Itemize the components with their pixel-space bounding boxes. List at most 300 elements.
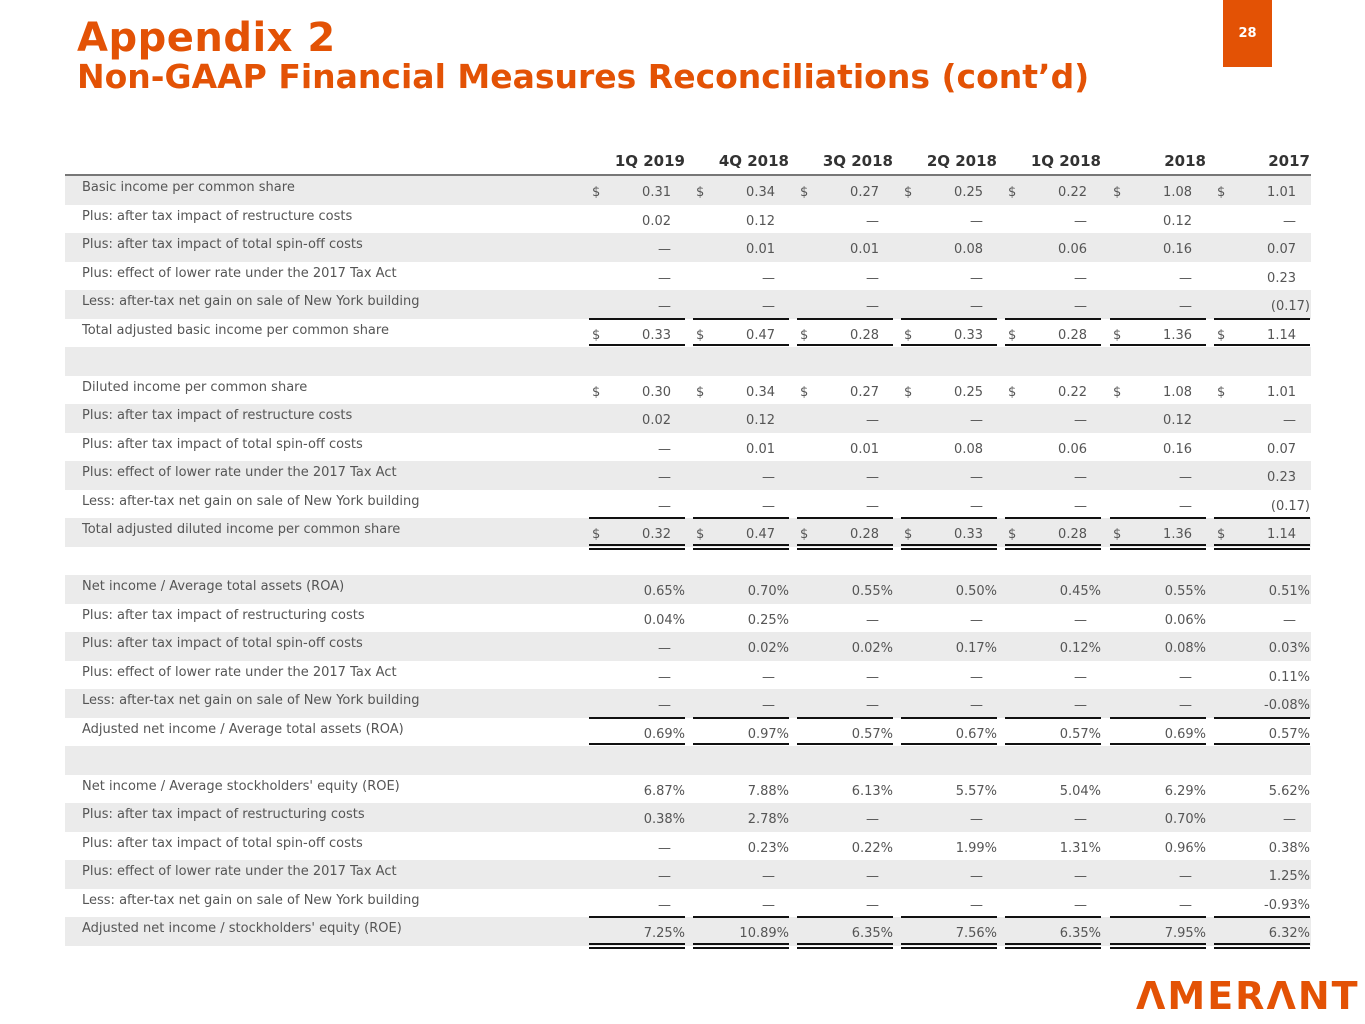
cell-value: 0.02	[642, 413, 671, 428]
total-row	[65, 518, 1311, 547]
value-cell	[589, 718, 685, 747]
page-number-badge	[1223, 0, 1272, 67]
value-cell	[901, 404, 997, 433]
value-cell	[1214, 518, 1310, 547]
value-cell	[797, 461, 893, 490]
cell-value: 6.29%	[1164, 783, 1206, 799]
cell-value: 0.27	[850, 185, 879, 200]
value-cell	[797, 632, 893, 661]
cell-value: —	[762, 470, 775, 485]
table-row	[65, 689, 1311, 718]
column-header: 2017	[1268, 152, 1310, 170]
value-cell	[693, 461, 789, 490]
value-cell	[1110, 832, 1206, 861]
value-cell	[1214, 718, 1310, 747]
cell-value: 1.25%	[1268, 869, 1310, 884]
cell-value: —	[970, 413, 983, 428]
value-cell	[589, 860, 685, 889]
cell-value: 0.50%	[955, 584, 997, 599]
cell-value: —	[970, 612, 983, 628]
row-label: Plus: after tax impact of total spin-off costs	[82, 436, 363, 452]
cell-value: 6.13%	[851, 783, 893, 799]
cell-value: 0.01	[850, 242, 879, 257]
cell-value: 0.22	[1058, 384, 1087, 400]
cell-value: —	[1179, 270, 1192, 286]
cell-value: 0.01	[746, 242, 775, 257]
cell-value: 0.38%	[1268, 840, 1310, 856]
value-cell	[797, 490, 893, 519]
section-spacer	[65, 746, 1311, 775]
column-header: 1Q 2019	[614, 152, 685, 170]
value-cell	[693, 917, 789, 946]
cell-value: 6.35%	[851, 926, 893, 941]
section-spacer	[65, 347, 1311, 376]
row-label: Adjusted net income / Average total assets (ROA)	[82, 721, 404, 737]
cell-value: 0.28	[850, 327, 879, 343]
value-cell	[901, 860, 997, 889]
cell-value: —	[762, 270, 775, 286]
cell-value: 0.07	[1267, 441, 1296, 457]
value-cell	[693, 319, 789, 348]
row-label: Plus: after tax impact of restructuring costs	[82, 807, 365, 822]
cell-value: —	[1074, 869, 1087, 884]
value-cell	[589, 176, 685, 205]
value-cell	[901, 205, 997, 234]
value-cell	[589, 803, 685, 832]
value-cell	[589, 433, 685, 462]
value-cell	[797, 205, 893, 234]
value-cell	[589, 632, 685, 661]
row-label: Plus: after tax impact of total spin-off costs	[82, 636, 363, 651]
value-cell	[589, 205, 685, 234]
currency-symbol: $	[696, 384, 705, 400]
value-cell	[1110, 661, 1206, 690]
value-cell	[1005, 632, 1101, 661]
value-cell	[797, 233, 893, 262]
cell-value: 0.17%	[955, 641, 997, 656]
table-row	[65, 832, 1311, 861]
value-cell	[1110, 718, 1206, 747]
value-cell	[1110, 233, 1206, 262]
value-cell	[693, 433, 789, 462]
cell-value: 0.28	[1058, 327, 1087, 343]
cell-value: 0.12	[1163, 213, 1192, 229]
table-row	[65, 205, 1311, 234]
value-cell	[1005, 290, 1101, 319]
value-cell	[901, 376, 997, 405]
table-row	[65, 661, 1311, 690]
cell-value: 0.01	[850, 441, 879, 457]
cell-value: —	[970, 698, 983, 713]
cell-value: 6.35%	[1059, 926, 1101, 941]
currency-symbol: $	[1217, 185, 1226, 200]
value-cell	[797, 689, 893, 718]
currency-symbol: $	[904, 527, 913, 542]
row-label: Plus: effect of lower rate under the 2017 Tax Act	[82, 864, 397, 879]
cell-value: 6.32%	[1268, 926, 1310, 941]
cell-value: 0.12	[746, 413, 775, 428]
currency-symbol: $	[904, 384, 913, 400]
value-cell	[1005, 689, 1101, 718]
column-header: 2018	[1164, 152, 1206, 170]
value-cell	[797, 376, 893, 405]
value-cell	[901, 233, 997, 262]
total-row	[65, 319, 1311, 348]
cell-value: —	[866, 413, 879, 428]
cell-value: —	[970, 897, 983, 913]
value-cell	[797, 575, 893, 604]
value-cell	[589, 661, 685, 690]
value-cell	[901, 917, 997, 946]
cell-value: 0.22	[1058, 185, 1087, 200]
row-label: Plus: effect of lower rate under the 2017 Tax Act	[82, 265, 397, 281]
value-cell	[1110, 376, 1206, 405]
value-cell	[1214, 205, 1310, 234]
cell-value: 0.03%	[1268, 641, 1310, 656]
row-label: Less: after-tax net gain on sale of New York building	[82, 294, 420, 309]
value-cell	[1005, 319, 1101, 348]
cell-value: 0.25%	[747, 612, 789, 628]
cell-value: —	[762, 869, 775, 884]
total-row	[65, 917, 1311, 946]
value-cell	[1110, 433, 1206, 462]
cell-value: 0.08	[954, 441, 983, 457]
table-row	[65, 262, 1311, 291]
cell-value: —	[866, 498, 879, 514]
cell-value: 0.57%	[1268, 726, 1310, 742]
value-cell	[589, 461, 685, 490]
cell-value: 0.65%	[643, 584, 685, 599]
value-cell	[589, 832, 685, 861]
value-cell	[1110, 518, 1206, 547]
column-header: 4Q 2018	[718, 152, 789, 170]
cell-value: 0.33	[954, 527, 983, 542]
value-cell	[1005, 404, 1101, 433]
cell-value: —	[970, 470, 983, 485]
cell-value: 0.01	[746, 441, 775, 457]
row-label: Adjusted net income / stockholders' equity (ROE)	[82, 921, 402, 936]
value-cell	[693, 233, 789, 262]
value-cell	[1110, 604, 1206, 633]
cell-value: 0.06	[1058, 242, 1087, 257]
table-row	[65, 775, 1311, 804]
cell-value: —	[762, 698, 775, 713]
cell-value: 7.25%	[643, 926, 685, 941]
value-cell	[1005, 889, 1101, 918]
cell-value: —	[1074, 413, 1087, 428]
value-cell	[901, 718, 997, 747]
value-cell	[1214, 803, 1310, 832]
cell-value: (0.17)	[1270, 498, 1310, 514]
column-header: 1Q 2018	[1030, 152, 1101, 170]
cell-value: 0.02%	[851, 641, 893, 656]
currency-symbol: $	[592, 527, 601, 542]
cell-value: -0.93%	[1264, 897, 1310, 913]
cell-value: —	[658, 698, 671, 713]
value-cell	[1005, 262, 1101, 291]
value-cell	[589, 575, 685, 604]
value-cell	[589, 262, 685, 291]
value-cell	[1005, 575, 1101, 604]
currency-symbol: $	[1217, 527, 1226, 542]
value-cell	[797, 604, 893, 633]
value-cell	[693, 803, 789, 832]
cell-value: 5.04%	[1059, 783, 1101, 799]
value-cell	[1005, 376, 1101, 405]
table-row	[65, 632, 1311, 661]
cell-value: 0.22%	[851, 840, 893, 856]
value-cell	[1214, 290, 1310, 319]
cell-value: —	[762, 498, 775, 514]
cell-value: —	[1283, 612, 1296, 628]
row-label: Plus: after tax impact of total spin-off costs	[82, 237, 363, 252]
value-cell	[1214, 404, 1310, 433]
row-label: Less: after-tax net gain on sale of New York building	[82, 693, 420, 708]
currency-symbol: $	[800, 527, 809, 542]
value-cell	[1110, 461, 1206, 490]
cell-value: 0.57%	[851, 726, 893, 742]
cell-value: —	[658, 641, 671, 656]
cell-value: 0.16	[1163, 242, 1192, 257]
value-cell	[797, 518, 893, 547]
value-cell	[589, 404, 685, 433]
value-cell	[901, 832, 997, 861]
cell-value: —	[762, 669, 775, 685]
value-cell	[1214, 575, 1310, 604]
value-cell	[1110, 803, 1206, 832]
value-cell	[1214, 689, 1310, 718]
cell-value: 0.31	[642, 185, 671, 200]
cell-value: 0.33	[954, 327, 983, 343]
value-cell	[901, 689, 997, 718]
cell-value: —	[866, 612, 879, 628]
cell-value: —	[1283, 213, 1296, 229]
value-cell	[797, 404, 893, 433]
cell-value: 1.01	[1267, 185, 1296, 200]
value-cell	[1110, 290, 1206, 319]
table-row	[65, 376, 1311, 405]
value-cell	[1110, 775, 1206, 804]
cell-value: —	[970, 869, 983, 884]
value-cell	[693, 262, 789, 291]
value-cell	[693, 518, 789, 547]
table-header	[65, 150, 1311, 176]
value-cell	[901, 461, 997, 490]
cell-value: —	[866, 698, 879, 713]
cell-value: 0.57%	[1059, 726, 1101, 742]
table-row	[65, 433, 1311, 462]
row-label: Plus: after tax impact of total spin-off costs	[82, 835, 363, 851]
table-row	[65, 290, 1311, 319]
cell-value: 1.01	[1267, 384, 1296, 400]
value-cell	[1214, 262, 1310, 291]
cell-value: 0.51%	[1268, 584, 1310, 599]
value-cell	[693, 832, 789, 861]
cell-value: 0.07	[1267, 242, 1296, 257]
row-label: Plus: after tax impact of restructure costs	[82, 208, 353, 224]
cell-value: —	[866, 897, 879, 913]
cell-value: —	[1074, 498, 1087, 514]
value-cell	[1214, 661, 1310, 690]
value-cell	[693, 661, 789, 690]
value-cell	[589, 917, 685, 946]
cell-value: —	[658, 270, 671, 286]
value-cell	[901, 290, 997, 319]
cell-value: 0.97%	[747, 726, 789, 742]
cell-value: 0.55%	[1164, 584, 1206, 599]
value-cell	[589, 689, 685, 718]
cell-value: 6.87%	[643, 783, 685, 799]
value-cell	[1005, 803, 1101, 832]
cell-value: 0.08	[954, 242, 983, 257]
cell-value: —	[1074, 299, 1087, 314]
value-cell	[901, 803, 997, 832]
value-cell	[901, 775, 997, 804]
cell-value: 0.12	[746, 213, 775, 229]
cell-value: 1.14	[1267, 527, 1296, 542]
value-cell	[1214, 632, 1310, 661]
value-cell	[797, 832, 893, 861]
value-cell	[797, 319, 893, 348]
value-cell	[1005, 604, 1101, 633]
cell-value: —	[1074, 812, 1087, 827]
currency-symbol: $	[904, 327, 913, 343]
value-cell	[693, 575, 789, 604]
value-cell	[797, 860, 893, 889]
cell-value: 1.99%	[955, 840, 997, 856]
cell-value: 2.78%	[747, 812, 789, 827]
cell-value: 0.28	[850, 527, 879, 542]
cell-value: 0.38%	[643, 812, 685, 827]
value-cell	[1214, 433, 1310, 462]
cell-value: —	[1074, 470, 1087, 485]
cell-value: 10.89%	[739, 926, 789, 941]
value-cell	[901, 433, 997, 462]
cell-value: —	[970, 669, 983, 685]
value-cell	[1214, 775, 1310, 804]
cell-value: 0.11%	[1268, 669, 1310, 685]
column-header: 2Q 2018	[926, 152, 997, 170]
value-cell	[693, 775, 789, 804]
cell-value: —	[658, 869, 671, 884]
value-cell	[1110, 176, 1206, 205]
cell-value: —	[658, 441, 671, 457]
amerant-logo: ΛMERΛNT	[1136, 974, 1360, 1018]
cell-value: 1.36	[1163, 327, 1192, 343]
value-cell	[1214, 461, 1310, 490]
table-body	[65, 176, 1311, 946]
currency-symbol: $	[800, 327, 809, 343]
currency-symbol: $	[904, 185, 913, 200]
value-cell	[1005, 461, 1101, 490]
value-cell	[693, 689, 789, 718]
cell-value: 0.02	[642, 213, 671, 229]
cell-value: —	[1179, 470, 1192, 485]
cell-value: 1.08	[1163, 185, 1192, 200]
cell-value: 0.12%	[1059, 641, 1101, 656]
cell-value: —	[1074, 669, 1087, 685]
value-cell	[901, 632, 997, 661]
cell-value: —	[866, 299, 879, 314]
value-cell	[1110, 917, 1206, 946]
value-cell	[1110, 632, 1206, 661]
cell-value: 5.57%	[955, 783, 997, 799]
value-cell	[1214, 917, 1310, 946]
cell-value: 0.47	[746, 527, 775, 542]
currency-symbol: $	[1008, 185, 1017, 200]
value-cell	[1110, 404, 1206, 433]
value-cell	[797, 290, 893, 319]
currency-symbol: $	[1008, 527, 1017, 542]
value-cell	[1110, 889, 1206, 918]
cell-value: —	[1179, 897, 1192, 913]
value-cell	[797, 775, 893, 804]
cell-value: —	[866, 270, 879, 286]
currency-symbol: $	[1113, 527, 1122, 542]
cell-value: —	[970, 498, 983, 514]
value-cell	[1110, 689, 1206, 718]
row-label: Plus: effect of lower rate under the 2017 Tax Act	[82, 664, 397, 680]
value-cell	[901, 575, 997, 604]
value-cell	[589, 518, 685, 547]
value-cell	[693, 404, 789, 433]
cell-value: 5.62%	[1268, 783, 1310, 799]
value-cell	[693, 889, 789, 918]
currency-symbol: $	[1008, 384, 1017, 400]
row-label: Net income / Average stockholders' equity (ROE)	[82, 778, 400, 794]
value-cell	[693, 205, 789, 234]
value-cell	[797, 718, 893, 747]
cell-value: —	[658, 897, 671, 913]
value-cell	[901, 490, 997, 519]
cell-value: 1.36	[1163, 527, 1192, 542]
cell-value: 0.69%	[643, 726, 685, 742]
value-cell	[797, 176, 893, 205]
cell-value: —	[658, 242, 671, 257]
cell-value: —	[658, 498, 671, 514]
cell-value: —	[866, 869, 879, 884]
cell-value: 0.32	[642, 527, 671, 542]
value-cell	[1005, 661, 1101, 690]
cell-value: —	[1074, 612, 1087, 628]
table-row	[65, 860, 1311, 889]
value-cell	[589, 775, 685, 804]
table-row	[65, 575, 1311, 604]
value-cell	[693, 376, 789, 405]
cell-value: —	[970, 299, 983, 314]
value-cell	[1005, 832, 1101, 861]
cell-value: 0.25	[954, 384, 983, 400]
cell-value: —	[1074, 213, 1087, 229]
value-cell	[797, 803, 893, 832]
cell-value: 0.25	[954, 185, 983, 200]
cell-value: 0.34	[746, 384, 775, 400]
cell-value: —	[658, 840, 671, 856]
value-cell	[1005, 518, 1101, 547]
currency-symbol: $	[1217, 327, 1226, 343]
cell-value: 0.16	[1163, 441, 1192, 457]
row-label: Total adjusted basic income per common share	[82, 322, 389, 338]
value-cell	[1110, 319, 1206, 348]
table-row	[65, 604, 1311, 633]
cell-value: —	[658, 299, 671, 314]
value-cell	[1005, 176, 1101, 205]
reconciliation-table	[65, 150, 1311, 946]
value-cell	[1214, 604, 1310, 633]
value-cell	[1214, 376, 1310, 405]
page-number: 28	[1238, 26, 1257, 41]
value-cell	[1214, 832, 1310, 861]
